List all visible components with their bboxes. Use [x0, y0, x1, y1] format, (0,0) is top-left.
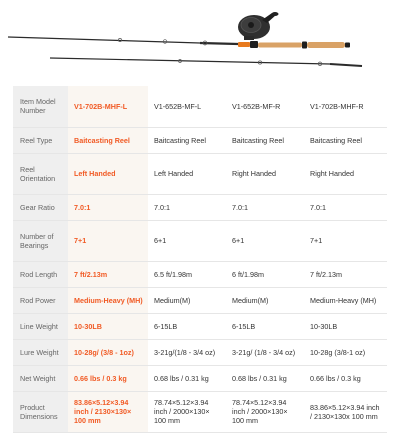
spec-row-label: Rod Power — [13, 287, 68, 313]
spec-row-label: Product Dimensions — [13, 391, 68, 432]
spec-row-label: Lure Weight — [13, 339, 68, 365]
baitcasting-reel-icon — [238, 12, 279, 40]
spec-row-label: Line Weight — [13, 313, 68, 339]
spec-cell-featured: Medium-Heavy (MH) — [68, 287, 148, 313]
spec-cell: 7+1 — [304, 220, 387, 261]
spec-cell-featured: 7+1 — [68, 220, 148, 261]
spec-cell-featured: Baitcasting Reel — [68, 127, 148, 153]
spec-row — [13, 391, 387, 432]
spec-row — [13, 220, 387, 261]
spec-row — [13, 86, 387, 127]
spec-cell: 0.66 lbs / 0.3 kg — [304, 365, 387, 391]
spec-cell: 6+1 — [148, 220, 226, 261]
spec-row-label: Item Model Number — [13, 86, 68, 127]
spec-row — [13, 313, 387, 339]
spec-cell: 6+1 — [226, 220, 304, 261]
product-hero-image — [0, 0, 400, 84]
spec-row — [13, 287, 387, 313]
spec-row-label: Reel Orientation — [13, 153, 68, 194]
spec-cell-featured: V1-702B-MHF-L — [68, 86, 148, 127]
spec-cell: 78.74×5.12×3.94 inch / 2000×130× 100 mm — [226, 391, 304, 432]
spec-row — [13, 365, 387, 391]
spec-cell-featured: 7.0:1 — [68, 194, 148, 220]
spec-cell: V1-652B-MF-L — [148, 86, 226, 127]
spec-cell-featured: 10-28g/ (3/8 - 1oz) — [68, 339, 148, 365]
rod-tip-section-icon — [50, 58, 362, 66]
spec-cell: 7.0:1 — [304, 194, 387, 220]
spec-cell: Right Handed — [226, 153, 304, 194]
spec-row — [13, 194, 387, 220]
spec-row — [13, 127, 387, 153]
spec-cell: 6 ft/1.98m — [226, 261, 304, 287]
spec-cell: 7.0:1 — [148, 194, 226, 220]
spec-row-label: Reel Type — [13, 127, 68, 153]
spec-cell-featured: 7 ft/2.13m — [68, 261, 148, 287]
spec-cell-featured: Left Handed — [68, 153, 148, 194]
spec-cell: V1-652B-MF-R — [226, 86, 304, 127]
spec-cell: 6.5 ft/1.98m — [148, 261, 226, 287]
spec-cell: Left Handed — [148, 153, 226, 194]
spec-cell: Baitcasting Reel — [226, 127, 304, 153]
spec-cell: Medium-Heavy (MH) — [304, 287, 387, 313]
spec-row-label: Gear Ratio — [13, 194, 68, 220]
spec-cell: 0.68 lbs / 0.31 kg — [148, 365, 226, 391]
spec-row — [13, 339, 387, 365]
spec-cell: 78.74×5.12×3.94 inch / 2000×130× 100 mm — [148, 391, 226, 432]
spec-comparison-table — [13, 86, 387, 433]
spec-cell: 10-28g (3/8-1 oz) — [304, 339, 387, 365]
spec-cell: 3-21g/(1/8 - 3/4 oz) — [148, 339, 226, 365]
spec-cell-featured: 0.66 lbs / 0.3 kg — [68, 365, 148, 391]
spec-cell: 0.68 lbs / 0.31 kg — [226, 365, 304, 391]
spec-table-body — [13, 86, 387, 432]
spec-cell: 7 ft/2.13m — [304, 261, 387, 287]
spec-cell: Medium(M) — [226, 287, 304, 313]
spec-cell: V1-702B-MHF-R — [304, 86, 387, 127]
spec-cell: 7.0:1 — [226, 194, 304, 220]
spec-row — [13, 153, 387, 194]
spec-cell-featured: 10-30LB — [68, 313, 148, 339]
spec-row-label: Number of Bearings — [13, 220, 68, 261]
spec-cell: 3-21g/ (1/8 - 3/4 oz) — [226, 339, 304, 365]
spec-cell: Baitcasting Reel — [148, 127, 226, 153]
spec-cell-featured: 83.86×5.12×3.94 inch / 2130×130× 100 mm — [68, 391, 148, 432]
spec-row — [13, 261, 387, 287]
spec-cell: Right Handed — [304, 153, 387, 194]
spec-cell: Medium(M) — [148, 287, 226, 313]
spec-row-label: Net Weight — [13, 365, 68, 391]
fishing-rod-icon — [8, 37, 350, 49]
spec-cell: 6-15LB — [148, 313, 226, 339]
spec-cell: 6-15LB — [226, 313, 304, 339]
spec-row-label: Rod Length — [13, 261, 68, 287]
spec-cell: 10-30LB — [304, 313, 387, 339]
spec-cell: Baitcasting Reel — [304, 127, 387, 153]
spec-cell: 83.86×5.12×3.94 inch / 2130×130x 100 mm — [304, 391, 387, 432]
